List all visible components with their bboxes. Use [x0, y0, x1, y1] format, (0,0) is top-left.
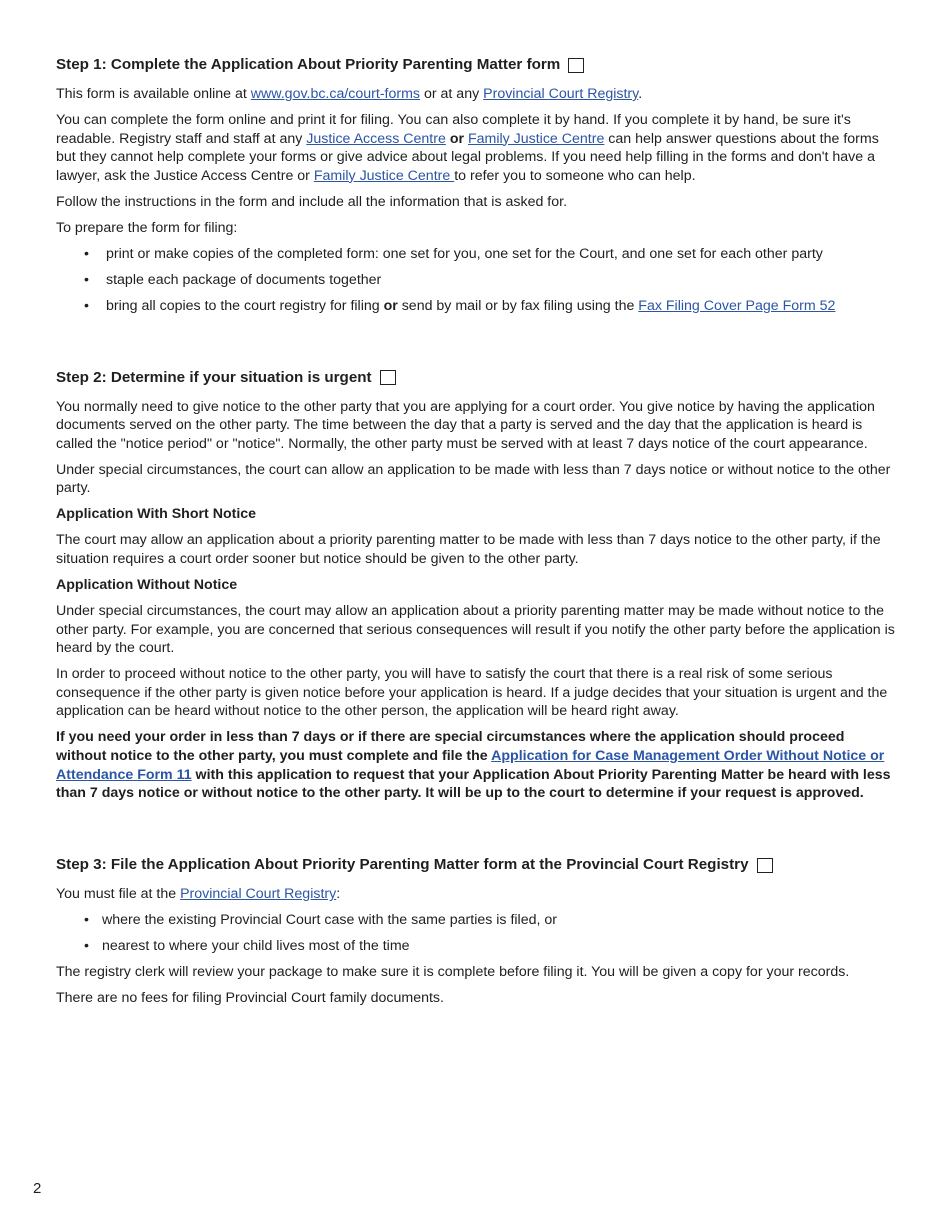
list-item: • nearest to where your child lives most of the time: [56, 937, 896, 956]
list-item: • where the existing Provincial Court case with the same parties is filed, or: [56, 911, 896, 930]
step3-section: [56, 854, 896, 1008]
step2-paragraph-form11: If you need your order in less than 7 days or if there are special circumstances where the application should proceed without notice to the other party, you must complete and file the Application for Case Management Order Without Notice or Attendance Form 11 with this application to request that your Application About Priority Parenting Matter be heard with less than 7 days notice or without notice to the other party. It will be up to the court to determine if your request is approved.: [56, 729, 891, 802]
step2-checkbox[interactable]: [380, 370, 396, 385]
step3-bullet-list: [56, 911, 896, 956]
step1-bullet-list: [56, 245, 896, 316]
provincial-court-registry-link-2[interactable]: Provincial Court Registry: [180, 886, 337, 903]
step3-paragraph-fees: There are no fees for filing Provincial Court family documents.: [56, 990, 444, 1007]
court-forms-link[interactable]: www.gov.bc.ca/court-forms: [250, 86, 421, 102]
step2-paragraph-short-notice: The court may allow an application about a priority parenting matter to be made with less than 7 days notice to the other party, if the situation requires a court order sooner but notice should be given to the other party.: [56, 532, 881, 567]
step1-heading: [56, 54, 896, 76]
step1-checkbox[interactable]: [568, 58, 584, 73]
step3-paragraph-review: The registry clerk will review your package to make sure it is complete before filing it. You will be given a copy for your records.: [56, 964, 850, 981]
step1-section: [56, 54, 896, 315]
list-item: • bring all copies to the court registry for filing or send by mail or by fax filing using the Fax Filing Cover Page Form 52: [56, 297, 896, 316]
step1-paragraph-prepare: To prepare the form for filing:: [56, 219, 238, 236]
justice-access-centre-link[interactable]: Justice Access Centre: [306, 130, 446, 147]
family-justice-centre-link[interactable]: Family Justice Centre: [467, 130, 605, 147]
family-justice-centre-link-2[interactable]: Family Justice Centre: [313, 167, 455, 184]
step1-paragraph-instructions: Follow the instructions in the form and include all the information that is asked for.: [56, 193, 568, 210]
step1-heading-text: Step 1: Complete the Application About Priority Parenting Matter form: [56, 56, 561, 73]
step2-heading-text: Step 2: Determine if your situation is urgent: [56, 368, 372, 386]
without-notice-subheading: Application Without Notice: [56, 576, 238, 593]
step1-availability: This form is available online at www.gov.bc.ca/court-forms or at any Provincial Court Registry.: [56, 86, 643, 102]
step2-heading: [56, 367, 896, 389]
step2-paragraph-proceed: In order to proceed without notice to the other party, you will have to satisfy the court that there is a real risk of some serious consequence if the other party is given notice before your application is heard. If a judge decides that your situation is urgent and the application can be heard without notice to the other person, the application will be heard right away.: [56, 666, 888, 720]
step2-paragraph-special: Under special circumstances, the court can allow an application to be made with less than 7 days notice or without notice to the other party.: [56, 461, 891, 497]
step1-paragraph-help: You can complete the form online and print it for filing. You can also complete it by hand. If you complete it by hand, be sure it's readable. Registry staff and staff at any Justice Access Centre or Family Justice Centre can help answer questions about the forms but they cannot help complete your forms or give advice about legal problems. If you need help filling in the forms and don't have a lawyer, ask the Justice Access Centre or Family Justice Centre to refer you to someone who can help.: [56, 111, 879, 184]
list-item: • print or make copies of the completed form: one set for you, one set for the Court, and one set for each other party: [56, 245, 896, 264]
step3-heading-text: Step 3: File the Application About Priority Parenting Matter form at the Provincial Court Registry: [56, 856, 749, 874]
step3-heading: [56, 854, 896, 876]
short-notice-subheading: Application With Short Notice: [56, 506, 257, 523]
provincial-court-registry-link[interactable]: Provincial Court Registry: [483, 86, 639, 102]
list-item: • staple each package of documents together: [56, 271, 896, 290]
step2-section: [56, 367, 896, 803]
step3-paragraph-file: You must file at the Provincial Court Registry:: [56, 886, 341, 903]
fax-filing-cover-link[interactable]: Fax Filing Cover Page Form 52: [638, 297, 836, 314]
page-number: 2: [33, 1180, 42, 1197]
step2-paragraph-notice: You normally need to give notice to the other party that you are applying for a court order. You give notice by having the application documents served on the other party. The time between the day that a party is served and the day that the application is heard is called the "notice period" or "notice". Normally, the other party must be served with at least 7 days notice of the court appearance.: [56, 398, 875, 452]
step3-checkbox[interactable]: [757, 858, 773, 873]
step2-paragraph-without-notice: Under special circumstances, the court may allow an application about a priority parenting matter may be made without notice to the other party. For example, you are concerned that serious consequences will result if you notify the other party before the application is heard by the court.: [56, 602, 895, 657]
document-page: [56, 54, 896, 1015]
form-11-link[interactable]: Application for Case Management Order Without Notice or Attendance Form 11: [56, 747, 885, 783]
